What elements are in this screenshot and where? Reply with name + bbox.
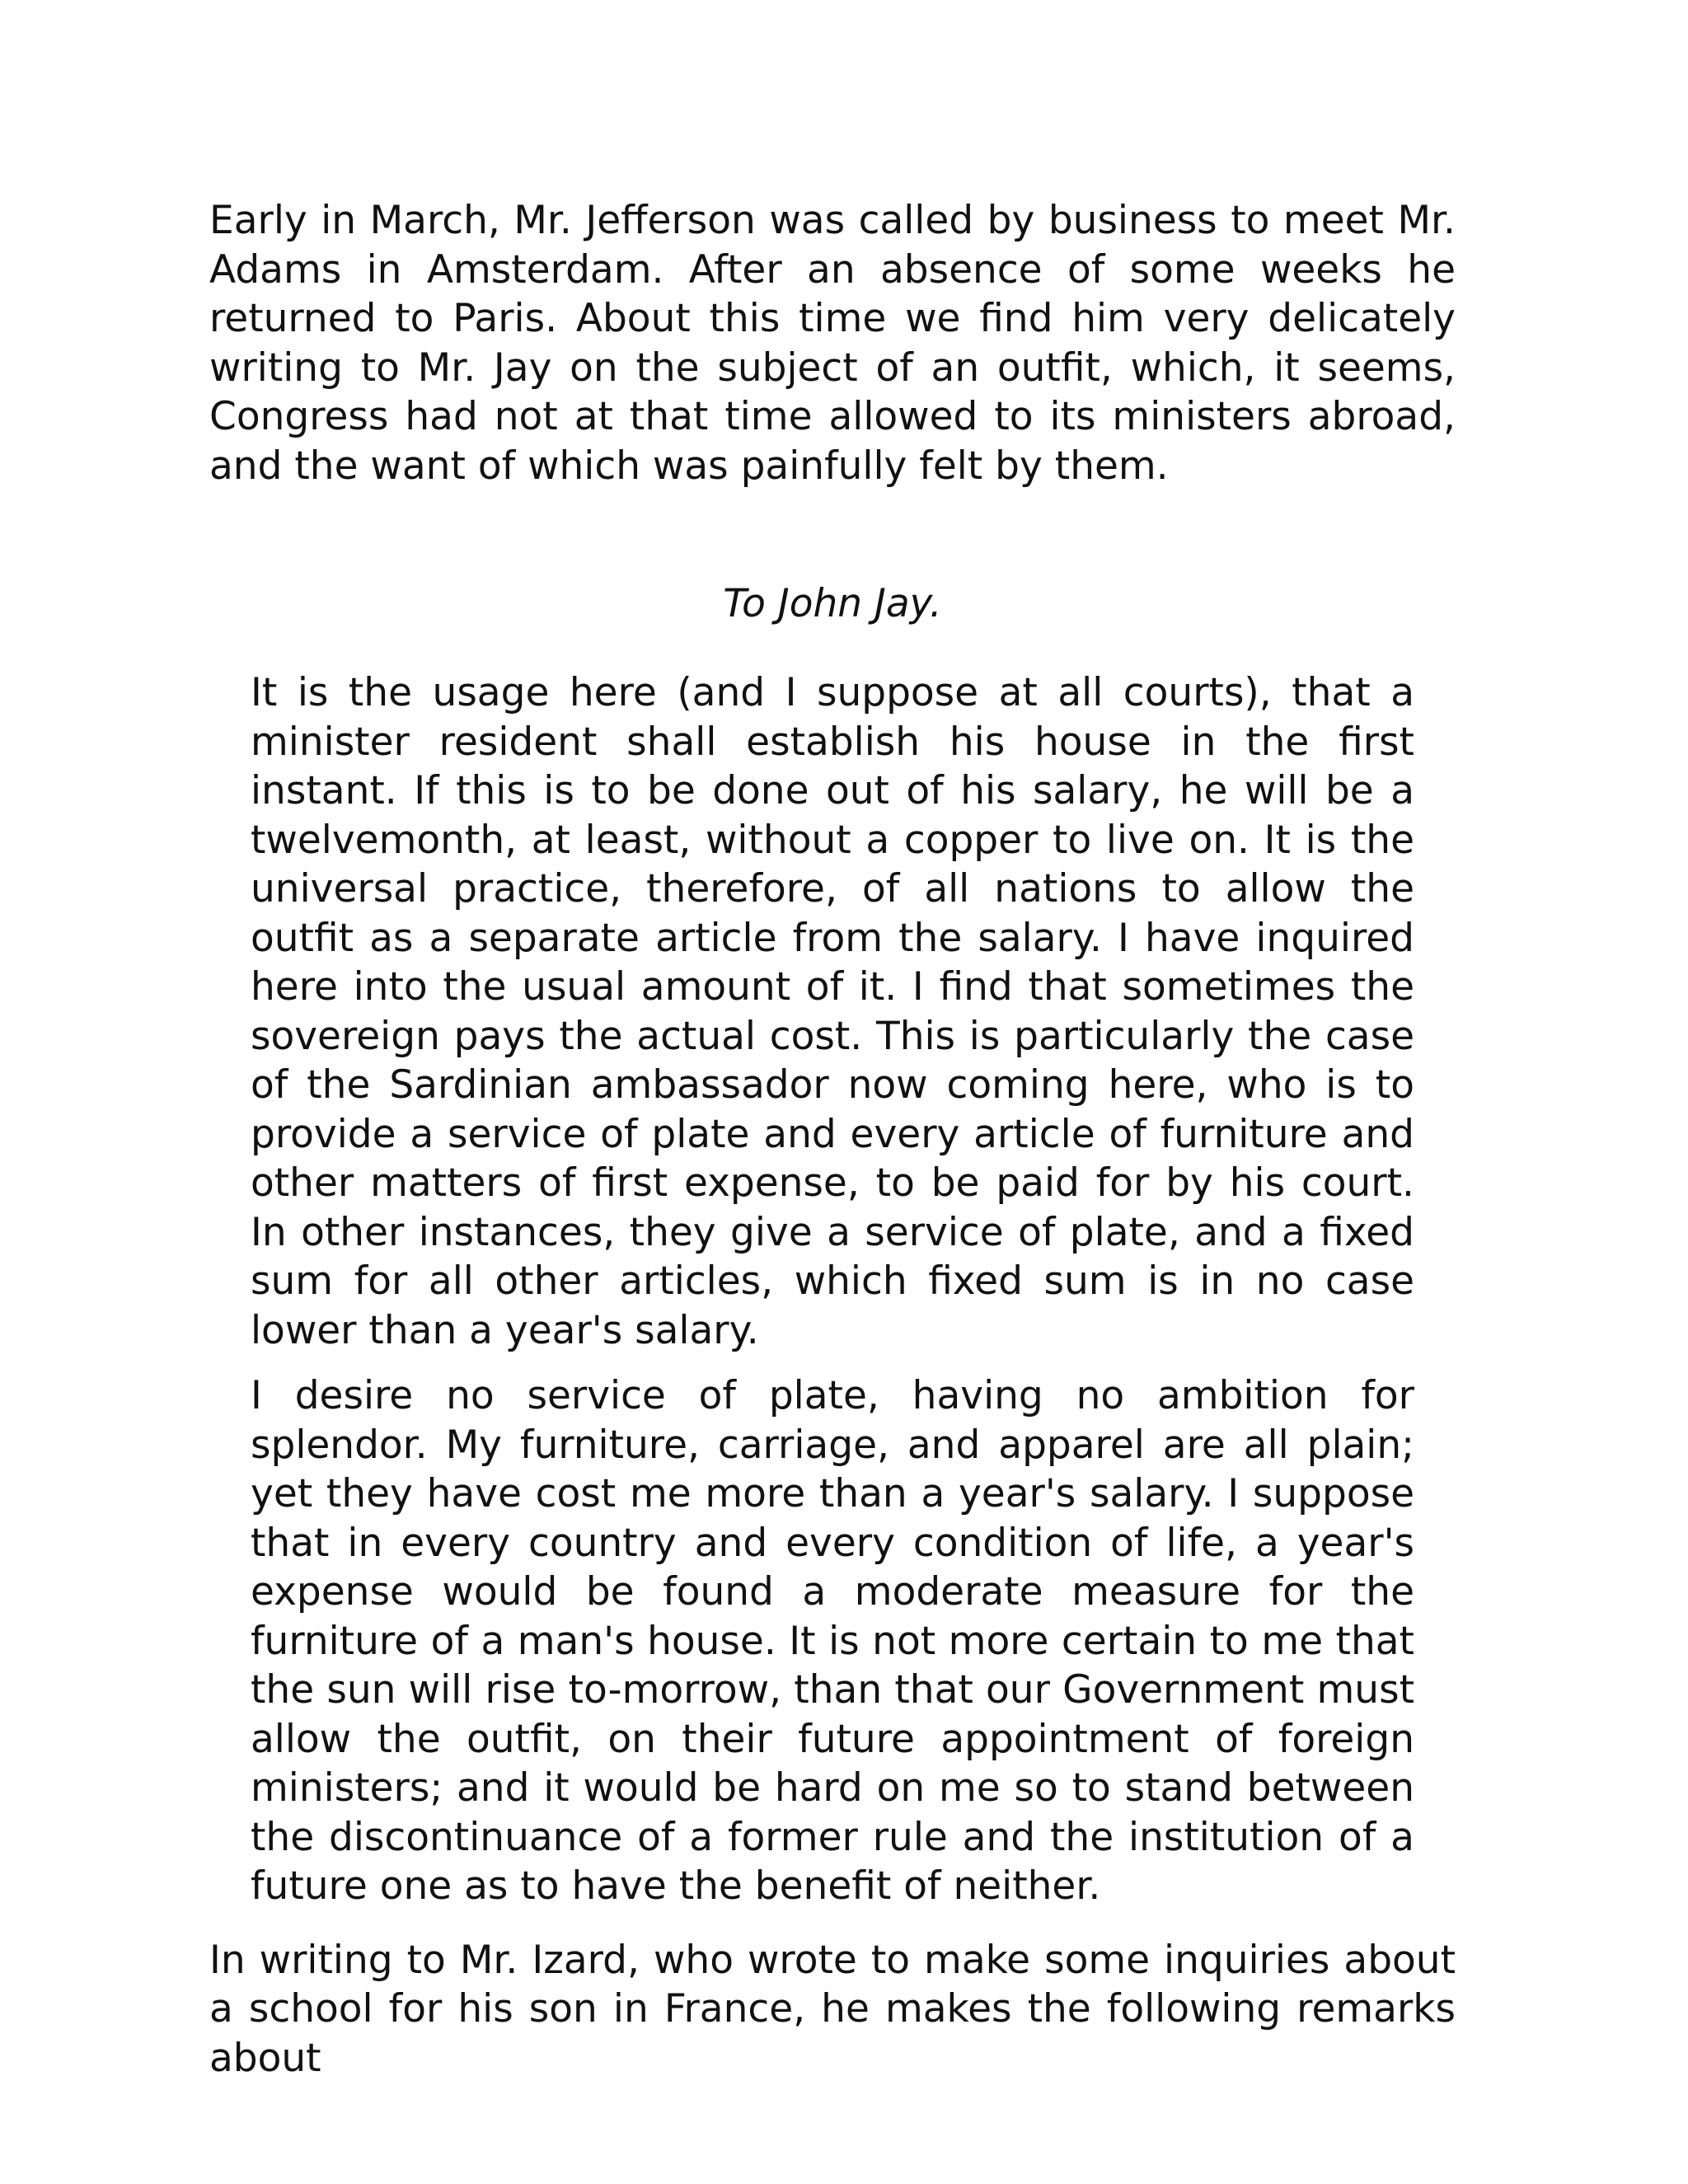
closing-paragraph: In writing to Mr. Izard, who wrote to make some inquiries about a school for his son in France, he makes the following remarks about xyxy=(209,1937,1456,2081)
document-page xyxy=(209,196,1456,2083)
letter-heading: To John Jay. xyxy=(723,581,942,626)
letter-block xyxy=(209,668,1456,1911)
intro-paragraph: Early in March, Mr. Jefferson was called by business to meet Mr. Adams in Amsterdam. After an absence of some weeks he returned to Paris. About this time we find him very delicately writing to Mr. Jay on the subject of an outfit, which, it seems, Congress had not at that time allowed to its ministers abroad, and the want of which was painfully felt by them. xyxy=(209,198,1456,489)
letter-paragraph-1: It is the usage here (and I suppose at all courts), that a minister resident shall establish his house in the first instant. If this is to be done out of his salary, he will be a twelvemonth, at least, without a copper to live on. It is the universal practice, therefore, of all nations to allow the outfit as a separate article from the salary. I have inquired here into the usual amount of it. I find that sometimes the sovereign pays the actual cost. This is particularly the case of the Sardinian ambassador now coming here, who is to provide a service of plate and every article of furniture and other matters of first expense, to be paid for by his court. In other instances, they give a service of plate, and a fixed sum for all other articles, which fixed sum is in no case lower than a year's salary. xyxy=(251,670,1414,1353)
letter-paragraph-2: I desire no service of plate, having no ambition for splendor. My furniture, carriage, and apparel are all plain; yet they have cost me more than a year's salary. I suppose that in every country and every condition of life, a year's expense would be found a moderate measure for the furniture of a man's house. It is not more certain to me that the sun will rise to-morrow, than that our Government must allow the outfit, on their future appointment of foreign ministers; and it would be hard on me so to stand between the discontinuance of a former rule and the institution of a future one as to have the benefit of neither. xyxy=(251,1373,1414,1909)
